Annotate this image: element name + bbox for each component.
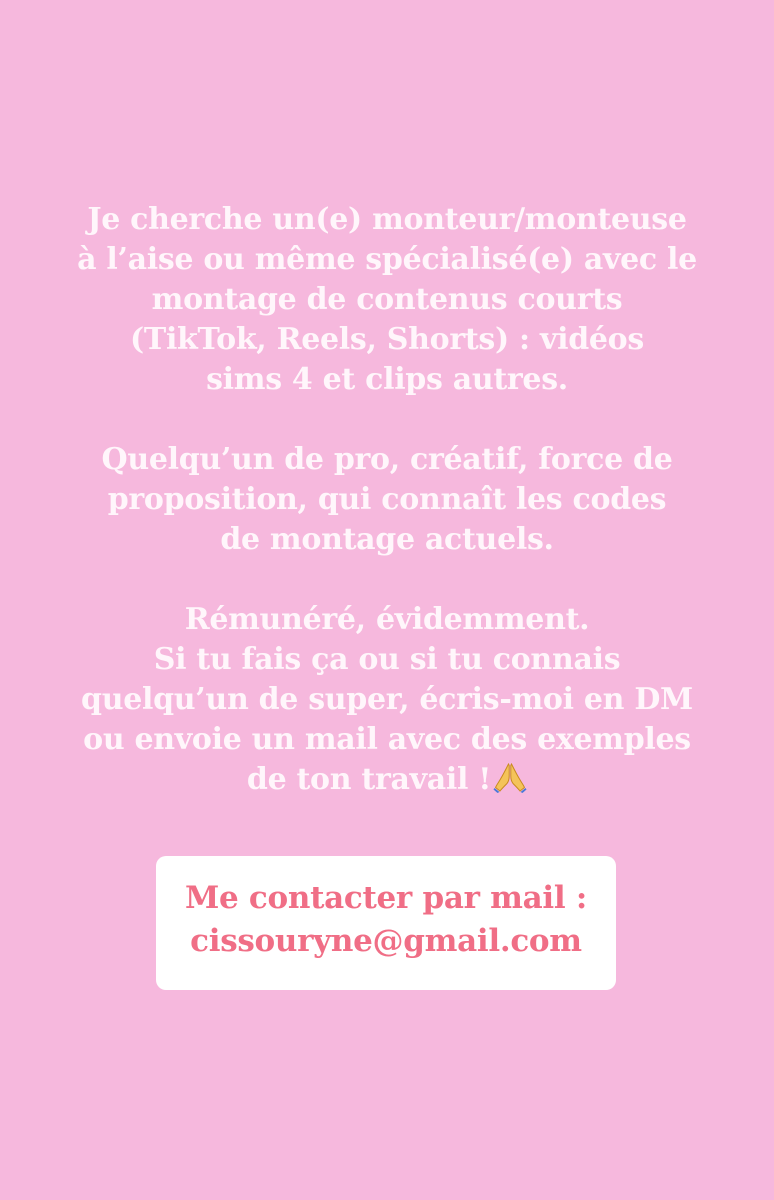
text-line: Je cherche un(e) monteur/monteuse [87,202,687,237]
text-line: à l’aise ou même spécialisé(e) avec le [77,242,697,277]
paragraph-profile [0,440,774,560]
story-text [0,200,774,804]
text-line: Si tu fais ça ou si tu connais [153,642,621,677]
paragraph-payment [0,600,774,804]
text-line: proposition, qui connaît les codes [107,482,667,517]
contact-label: Me contacter par mail : [184,880,588,916]
text-line: Rémunéré, évidemment. [184,602,590,637]
text-line-content: de ton travail ! [246,762,492,797]
praying-hands-icon [493,761,527,804]
text-line-last [0,760,774,804]
contact-email-link[interactable]: cissouryne@gmail.com [190,923,582,959]
text-line: ou envoie un mail avec des exemples [83,722,691,757]
text-line: (TikTok, Reels, Shorts) : vidéos [130,322,644,357]
text-line: sims 4 et clips autres. [206,362,568,397]
paragraph-request [0,200,774,400]
contact-box[interactable] [156,856,616,990]
text-line: de montage actuels. [220,522,554,557]
text-line: montage de contenus courts [151,282,623,317]
text-line: Quelqu’un de pro, créatif, force de [101,442,673,477]
text-line: quelqu’un de super, écris-moi en DM [81,682,693,717]
